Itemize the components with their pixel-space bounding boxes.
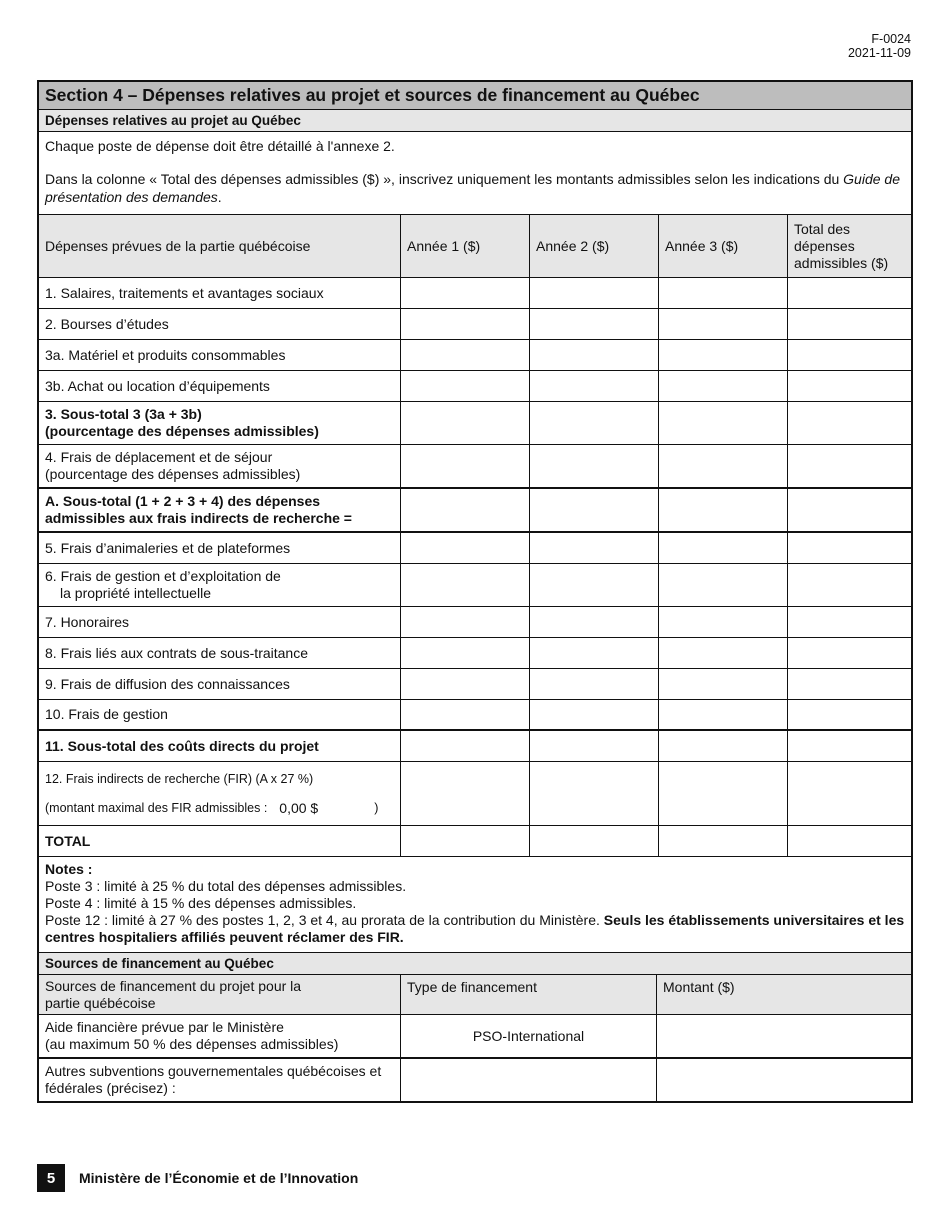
year-2-input[interactable] — [530, 607, 659, 637]
year-3-input[interactable] — [659, 607, 788, 637]
total-input[interactable] — [788, 489, 911, 531]
year-1-input[interactable] — [401, 731, 530, 761]
expense-row — [39, 700, 911, 731]
expense-label: 3a. Matériel et produits consommables — [39, 340, 401, 370]
expense-label: 10. Frais de gestion — [39, 700, 401, 729]
intro-text: Dans la colonne « Total des dépenses admissibles ($) », inscrivez uniquement les montants admissibles selon les indications du — [45, 171, 844, 187]
header-source — [39, 975, 401, 1014]
year-3-input[interactable] — [659, 638, 788, 668]
section-title: Section 4 – Dépenses relatives au projet et sources de financement au Québec — [39, 82, 911, 110]
guide-title: Guide de présentation des demandes — [45, 171, 900, 205]
funding-source — [39, 1015, 401, 1057]
total-input[interactable] — [788, 309, 911, 339]
source-line-1: Sources de financement du projet pour la — [45, 977, 302, 994]
year-3-input[interactable] — [659, 278, 788, 308]
expense-row — [39, 564, 911, 607]
form-number: F-0024 — [871, 32, 911, 46]
source-line-2: fédérales (précisez) : — [45, 1080, 176, 1096]
year-2-input[interactable] — [530, 309, 659, 339]
year-1-input[interactable] — [401, 445, 530, 487]
year-2-input[interactable] — [530, 445, 659, 487]
year-3-input[interactable] — [659, 564, 788, 606]
page-number: 5 — [37, 1164, 65, 1192]
expense-label — [39, 402, 401, 444]
year-3-input[interactable] — [659, 700, 788, 729]
funding-row — [39, 1059, 911, 1101]
year-2-input[interactable] — [530, 340, 659, 370]
fir-label — [39, 762, 401, 825]
note-3 — [45, 912, 905, 946]
section-4-form — [37, 80, 913, 1103]
form-date: 2021-11-09 — [847, 46, 911, 60]
expense-label — [39, 489, 401, 531]
total-input[interactable] — [788, 762, 911, 825]
expense-label: 11. Sous-total des coûts directs du projet — [39, 731, 401, 761]
expense-row — [39, 309, 911, 340]
year-1-input[interactable] — [401, 489, 530, 531]
expense-row — [39, 607, 911, 638]
year-2-input[interactable] — [530, 700, 659, 729]
funding-type-input[interactable] — [401, 1059, 657, 1101]
year-1-input[interactable] — [401, 309, 530, 339]
header-year-2: Année 2 ($) — [530, 215, 659, 277]
year-3-input[interactable] — [659, 309, 788, 339]
expense-label: 1. Salaires, traitements et avantages sociaux — [39, 278, 401, 308]
year-2-input[interactable] — [530, 278, 659, 308]
year-2-input[interactable] — [530, 762, 659, 825]
year-3-input[interactable] — [659, 762, 788, 825]
year-2-input[interactable] — [530, 826, 659, 856]
year-1-input[interactable] — [401, 533, 530, 563]
expenses-intro — [39, 132, 911, 215]
year-3-input[interactable] — [659, 445, 788, 487]
page-footer — [37, 1164, 358, 1192]
fir-close-paren: ) — [374, 800, 379, 815]
year-1-input[interactable] — [401, 762, 530, 825]
funding-amount-input[interactable] — [657, 1059, 911, 1101]
expense-row — [39, 371, 911, 402]
expense-row — [39, 669, 911, 700]
expense-label: 7. Honoraires — [39, 607, 401, 637]
funding-amount-input[interactable] — [657, 1015, 911, 1057]
year-2-input[interactable] — [530, 731, 659, 761]
year-1-input[interactable] — [401, 607, 530, 637]
total-input[interactable] — [788, 533, 911, 563]
expense-row — [39, 340, 911, 371]
total-input[interactable] — [788, 731, 911, 761]
expense-label: 5. Frais d’animaleries et de plateformes — [39, 533, 401, 563]
year-1-input[interactable] — [401, 278, 530, 308]
year-1-input[interactable] — [401, 826, 530, 856]
label-line-2: la propriété intellectuelle — [60, 585, 211, 601]
header-amount: Montant ($) — [657, 975, 911, 1014]
year-1-input[interactable] — [401, 669, 530, 699]
year-2-input[interactable] — [530, 669, 659, 699]
total-input[interactable] — [788, 700, 911, 729]
label-line-1: 6. Frais de gestion et d’exploitation de — [45, 568, 281, 584]
expense-row — [39, 638, 911, 669]
expense-row — [39, 533, 911, 564]
form-code — [848, 32, 911, 60]
label-line-1: 3. Sous-total 3 (3a + 3b) — [45, 406, 202, 422]
label-line-2: (pourcentage des dépenses admissibles) — [45, 423, 319, 439]
notes — [39, 857, 911, 953]
fir-line-2 — [45, 800, 394, 817]
header-year-3: Année 3 ($) — [659, 215, 788, 277]
total-input[interactable] — [788, 340, 911, 370]
year-3-input[interactable] — [659, 402, 788, 444]
fir-row — [39, 762, 911, 826]
expense-row — [39, 278, 911, 309]
year-3-input[interactable] — [659, 533, 788, 563]
expense-label — [39, 445, 401, 487]
label-line-2: admissibles aux frais indirects de recherche = — [45, 510, 352, 526]
expense-row — [39, 489, 911, 533]
year-2-input[interactable] — [530, 489, 659, 531]
funding-type: PSO-International — [401, 1015, 657, 1057]
year-2-input[interactable] — [530, 564, 659, 606]
year-2-input[interactable] — [530, 638, 659, 668]
note-2: Poste 4 : limité à 15 % des dépenses admissibles. — [45, 895, 357, 911]
year-1-input[interactable] — [401, 638, 530, 668]
total-input[interactable] — [788, 607, 911, 637]
funding-row — [39, 1015, 911, 1059]
fir-max-label: (montant maximal des FIR admissibles : — [45, 800, 268, 815]
expense-label: 9. Frais de diffusion des connaissances — [39, 669, 401, 699]
expenses-subheading: Dépenses relatives au projet au Québec — [39, 110, 911, 132]
total-input[interactable] — [788, 669, 911, 699]
expenses-header-row — [39, 215, 911, 278]
note-3-text: Poste 12 : limité à 27 % des postes 1, 2, 3 et 4, au prorata de la contribution du Ministère. — [45, 912, 604, 928]
year-3-input[interactable] — [659, 669, 788, 699]
year-3-input[interactable] — [659, 826, 788, 856]
label-line-1: 4. Frais de déplacement et de séjour — [45, 449, 273, 465]
total-input[interactable] — [788, 445, 911, 487]
total-input[interactable] — [788, 638, 911, 668]
note-3-bold: Seuls les établissements universitaires et les centres hospitaliers affiliés peuvent réclamer des FIR. — [45, 912, 905, 945]
year-3-input[interactable] — [659, 731, 788, 761]
label-line-1: A. Sous-total (1 + 2 + 3 + 4) des dépenses — [45, 493, 321, 509]
total-input[interactable] — [788, 564, 911, 606]
expense-row — [39, 445, 911, 489]
total-input[interactable] — [788, 371, 911, 401]
intro-end: . — [217, 189, 222, 205]
total-input[interactable] — [788, 402, 911, 444]
intro-line-1: Chaque poste de dépense doit être détaillé à l'annexe 2. — [45, 138, 395, 154]
ministry-name: Ministère de l’Économie et de l’Innovation — [79, 1170, 359, 1186]
total-label: TOTAL — [39, 826, 401, 856]
funding-subheading: Sources de financement au Québec — [39, 953, 911, 975]
year-1-input[interactable] — [401, 340, 530, 370]
year-2-input[interactable] — [530, 533, 659, 563]
funding-header-row — [39, 975, 911, 1015]
header-type: Type de financement — [401, 975, 657, 1014]
expense-label — [39, 564, 401, 606]
year-1-input[interactable] — [401, 371, 530, 401]
year-1-input[interactable] — [401, 564, 530, 606]
source-line-1: Aide financière prévue par le Ministère — [45, 1019, 284, 1035]
year-3-input[interactable] — [659, 340, 788, 370]
expense-row — [39, 402, 911, 445]
expense-label: 3b. Achat ou location d’équipements — [39, 371, 401, 401]
year-2-input[interactable] — [530, 402, 659, 444]
total-input[interactable] — [788, 278, 911, 308]
header-label: Dépenses prévues de la partie québécoise — [39, 215, 401, 277]
source-line-2: partie québécoise — [45, 994, 156, 1011]
source-line-1: Autres subventions gouvernementales québécoises et — [45, 1063, 382, 1079]
year-1-input[interactable] — [401, 700, 530, 729]
year-1-input[interactable] — [401, 402, 530, 444]
source-line-2: (au maximum 50 % des dépenses admissibles) — [45, 1036, 339, 1052]
intro-line-2 — [45, 170, 905, 206]
header-total: Total des dépenses admissibles ($) — [788, 215, 911, 277]
year-3-input[interactable] — [659, 489, 788, 531]
total-row — [39, 826, 911, 857]
year-3-input[interactable] — [659, 371, 788, 401]
year-2-input[interactable] — [530, 371, 659, 401]
funding-source — [39, 1059, 401, 1101]
fir-max-amount: 0,00 $ — [279, 799, 319, 816]
expense-row — [39, 731, 911, 762]
note-1: Poste 3 : limité à 25 % du total des dépenses admissibles. — [45, 878, 407, 894]
expense-label: 2. Bourses d’études — [39, 309, 401, 339]
expense-label: 8. Frais liés aux contrats de sous-traitance — [39, 638, 401, 668]
total-input[interactable] — [788, 826, 911, 856]
fir-line-1: 12. Frais indirects de recherche (FIR) (A x 27 %) — [45, 771, 314, 786]
header-year-1: Année 1 ($) — [401, 215, 530, 277]
label-line-2: (pourcentage des dépenses admissibles) — [45, 466, 301, 482]
notes-title: Notes : — [45, 861, 93, 877]
